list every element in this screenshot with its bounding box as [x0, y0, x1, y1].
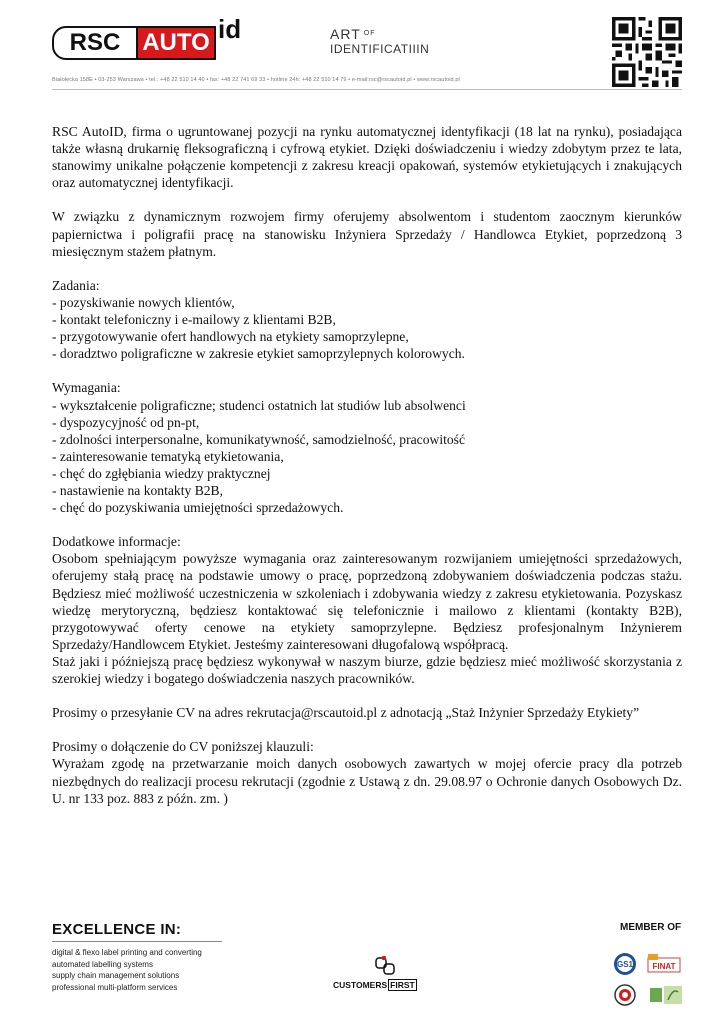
requirements-heading: Wymagania:	[52, 380, 121, 396]
list-item: - przygotowywanie ofert handlowych na etykiety samoprzylepne,	[52, 329, 409, 345]
art-logo-line1: ART	[330, 26, 361, 42]
intro-paragraph: RSC AutoID, firma o ugruntowanej pozycji na rynku automatycznej identyfikacji (18 lat na rynku), posiadająca także własną drukarnię fleksograficzną i cyfrową etykiet. Dzięki doświadczeniu i wiedzy zdobytym przez te lata, stanowimy unikalne połączenie kompetencji z zakresu kreacji opakowań, systemów etykietujących i znakujących oraz automatycznej identyfikacji.	[52, 124, 682, 191]
header-divider	[52, 89, 682, 90]
logo-rsc: RSC	[52, 26, 138, 60]
gs1-badge-icon	[614, 953, 636, 975]
finat-badge-icon	[648, 954, 680, 972]
excellence-list	[52, 947, 202, 993]
customers-first-icon	[373, 955, 399, 979]
art-logo-of: OF	[363, 30, 376, 37]
qr-code-icon	[612, 17, 682, 87]
certificate-seal-icon	[615, 985, 635, 1005]
list-item: - wykształcenie poligraficzne; studenci ostatnich lat studiów lub absolwenci	[52, 397, 466, 413]
list-item: - doradztwo poligraficzne w zakresie etykiet samoprzylepnych kolorowych.	[52, 346, 465, 362]
list-item: digital & flexo label printing and converting	[52, 948, 202, 957]
membership-badges-graphic	[610, 950, 690, 1012]
list-item: - chęć do pozyskiwania umiejętności sprzedażowych.	[52, 500, 344, 516]
list-item: - chęć do zgłębiania wiedzy praktycznej	[52, 465, 271, 481]
list-item: - zdolności interpersonalne, komunikatywność, samodzielność, pracowitość	[52, 431, 465, 447]
logo-auto: AUTO	[138, 26, 216, 60]
list-item: professional multi-platform services	[52, 982, 178, 992]
green-certificate-icon	[650, 986, 682, 1004]
job-offer-body	[52, 123, 682, 824]
clause-text: Wyrażam zgodę na przetwarzanie moich danych osobowych zawartych w mojej ofercie pracy dla potrzeb niezbędnych do realizacji procesu rekrutacji (zgodnie z Ustawą z dn. 29.08.97 o Ochronie danych Osobowych Dz. U. nr 133 poz. 883 z późn. zm. )	[52, 756, 682, 806]
art-logo-line2: IDENTIFICATIIIN	[330, 42, 430, 56]
clause-heading: Prosimy o dołączenie do CV poniższej klauzuli:	[52, 739, 314, 755]
list-item: - kontakt telefoniczny i e-mailowy z klientami B2B,	[52, 312, 336, 328]
member-of-title: MEMBER OF	[620, 922, 682, 933]
membership-badges	[610, 950, 690, 1010]
requirements-section	[52, 379, 682, 516]
logo-id: id	[218, 14, 242, 44]
tasks-heading: Zadania:	[52, 277, 100, 293]
finat-badge-label: FINAT	[652, 962, 676, 971]
gs1-badge-label: GS1	[616, 960, 634, 969]
list-item: - dyspozycyjność od pn-pt,	[52, 414, 200, 430]
cv-request-paragraph: Prosimy o przesyłanie CV na adres rekrutacja@rscautoid.pl z adnotacją „Staż Inżynier Sprzedaży Etykiety”	[52, 705, 640, 721]
list-item: - pozyskiwanie nowych klientów,	[52, 294, 235, 310]
tasks-section	[52, 277, 682, 362]
customers-word: CUSTOMERS	[333, 980, 388, 990]
clause-section	[52, 738, 682, 806]
excellence-divider	[52, 941, 222, 942]
company-address: Białołęcka 158E • 03-253 Warszawa • tel.: +48 22 510 14 40 • fax: +48 22 741 69 33 • hotline 24h: +48 22 510 14 79 • e-mail:rsc@rscautoid.pl • www.rscautoid.pl	[52, 77, 460, 83]
extra-paragraph-2: Staż jaki i późniejszą pracę będziesz wykonywał w naszym biurze, gdzie będziesz mieć możliwość skorzystania z szerokiej wiedzy i bogatego doświadczenia naszych pracowników.	[52, 653, 682, 686]
list-item: - zainteresowanie tematyką etykietowania,	[52, 448, 284, 464]
extra-info-section	[52, 533, 682, 687]
list-item: - nastawienie na kontakty B2B,	[52, 482, 224, 498]
company-logo	[52, 14, 242, 62]
extra-paragraph-1: Osobom spełniającym powyższe wymagania oraz zainteresowanym rozwijaniem umiejętności sprzedażowych, oferujemy stałą pracę na podstawie umowy o pracę, poprzedzoną zdobywaniem doświadczenia podczas stażu. Będziesz mieć możliwość uczestniczenia w szkoleniach i zdobywania wiedzy z zakresu etykietowania. Pozyskasz wiedzę merytoryczną, będziesz kontaktować się telefonicznie i mailowo z klientami (kontakty B2B), przygotowywać oferty cenowe na etykiety samoprzylepne. Będziesz profesjonalnym Inżynierem Sprzedaży/Handlowcem Etykiet. Jesteśmy zainteresowani długofalową współpracą.	[52, 551, 682, 652]
extra-heading: Dodatkowe informacje:	[52, 534, 181, 550]
art-of-identification-logo	[330, 27, 440, 61]
offer-paragraph: W związku z dynamicznym rozwojem firmy oferujemy absolwentom i studentom zaocznym kierunków papiernictwa i poligrafii pracę na stanowisku Inżyniera Sprzedaży / Handlowca Etykiet, poprzedzoną 3 miesięcznym stażem płatnym.	[52, 209, 682, 259]
first-word: FIRST	[390, 980, 415, 990]
customers-first-logo	[333, 955, 423, 995]
list-item: supply chain management solutions	[52, 971, 180, 981]
excellence-title: EXCELLENCE IN:	[52, 921, 182, 938]
list-item: automated labelling systems	[52, 959, 153, 969]
